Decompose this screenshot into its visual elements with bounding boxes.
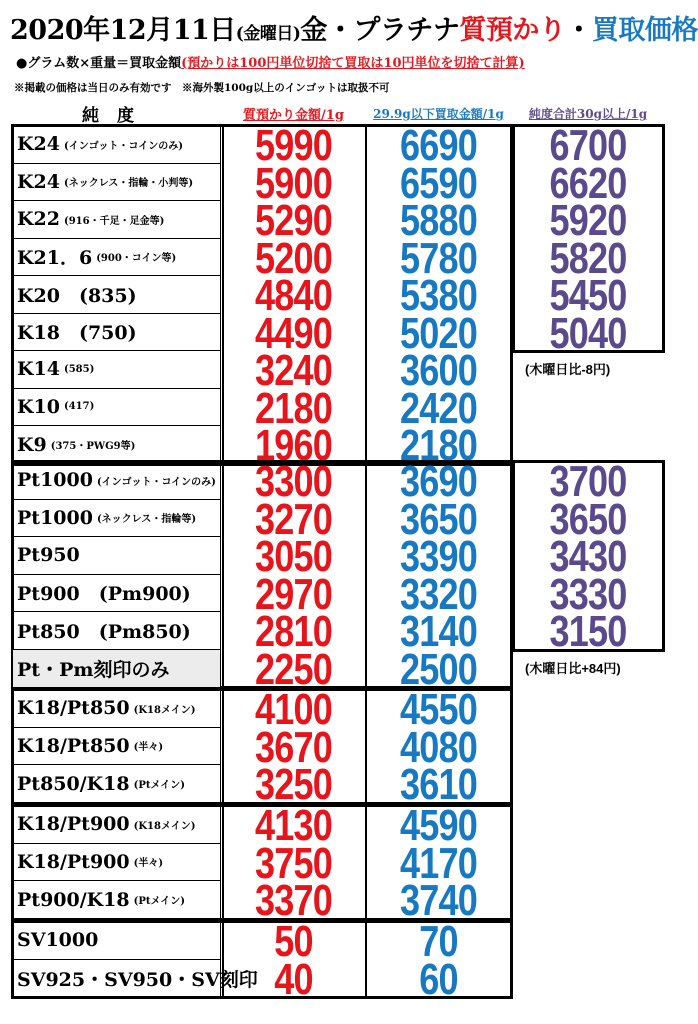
pawn-price: 4100 [254,685,332,734]
pawn-price: 2250 [254,644,332,694]
row-name [13,351,221,389]
pawn-price: 3240 [254,346,332,395]
buy-price: 4080 [399,722,477,772]
metal-name: K20 (835) [17,284,137,307]
title-pawn: 質預かり [459,15,566,46]
header-pawn-amount: 質預かり金額/1g [243,108,344,123]
pawn-price: 3270 [254,494,332,544]
pawn-price: 3250 [254,760,332,809]
metal-subtitle: (K18メイン) [133,704,196,716]
metal-name: Pt1000 [17,506,93,529]
metal-subtitle: (Ptメイン) [133,780,186,792]
buy-price: 2500 [399,644,477,694]
pawn-price: 5990 [254,121,332,170]
pt_rows-col-line [365,462,367,687]
pawn-price: 40 [274,954,313,1004]
buy-price: 5020 [399,308,477,358]
pawn-price: 4130 [254,801,332,850]
row-name [13,164,221,202]
metal-name: SV1000 [17,929,99,952]
buy-price: 3390 [399,532,477,581]
buy-price: 3610 [399,760,477,809]
row-name [13,575,221,613]
validity-notes: ※掲載の価格は当日のみ有効です ※海外製100g以上のインゴットは取扱不可 [14,82,390,94]
total-price: 6700 [549,121,627,170]
rounding-note: (預かりは100円単位切捨て買取は10円単位を切捨て計算) [181,56,525,71]
pawn-price: 5200 [254,233,332,283]
metal-subtitle: (K18メイン) [133,820,196,832]
pawn-price: 5290 [254,196,332,245]
gold_rows-col-line [365,126,367,464]
metal-name: Pt・Pm刻印のみ [17,658,170,681]
buy-price: 5380 [399,271,477,320]
metal-name: SV925・SV950・SV刻印 [17,968,258,991]
title-buy: 買取価格 [591,15,698,46]
row-name [13,314,221,352]
buy-price: 4590 [399,801,477,850]
metal-name: K18 (750) [17,322,137,345]
buy-price: 5880 [399,196,477,245]
buy-price: 70 [419,917,458,966]
pawn-price: 3370 [254,876,332,925]
combo900_rows-col-line [365,806,367,919]
metal-subtitle: (916・千足・足金等) [63,215,165,227]
metal-name: K24 [17,170,60,193]
buy-price: 2420 [399,383,477,433]
metal-name: K22 [17,208,60,231]
metal-subtitle: (ネックレス・指輪・小判等) [63,178,194,190]
metal-subtitle: (417) [63,401,95,413]
pawn-price: 3670 [254,722,332,772]
metal-name: K14 [17,358,60,381]
row-name [13,426,221,464]
buy-price: 3140 [399,607,477,656]
pawn-price: 50 [274,917,313,966]
combo850_rows-col-line [222,690,224,803]
pawn-price: 2970 [254,569,332,619]
total-price: 3650 [549,494,627,544]
row-name [13,765,221,803]
title-weekday: (金曜日) [235,24,301,44]
title-date: 2020年12月11日 [10,15,236,46]
title-dot: ・ [565,15,592,46]
pawn-price: 4840 [254,271,332,320]
row-name [13,462,221,500]
combo900_rows-col-line [222,806,224,919]
buy-price: 60 [419,954,458,1004]
metal-name: K21．6 [17,247,93,270]
metal-subtitle: (900・コイン等) [96,253,177,265]
pawn-price: 3300 [254,457,332,506]
row-name [13,922,221,960]
metal-name: K24 [17,133,60,156]
metal-name: K18/Pt900 [17,850,130,873]
row-name [13,500,221,538]
formula-text: ●グラム数×重量＝買取金額 [16,56,182,71]
row-name [13,881,221,919]
metal-name: K18/Pt850 [17,697,130,720]
pawn-price: 4490 [254,308,332,358]
pawn-price: 3050 [254,532,332,581]
metal-subtitle: (585) [63,363,95,375]
gold_rows-col-line [222,126,224,464]
silver_rows-col-line [365,922,367,997]
total-price: 6620 [549,158,627,208]
buy-price: 4170 [399,838,477,888]
pawn-price: 3750 [254,838,332,888]
total-price: 5920 [549,196,627,245]
buy-price: 3320 [399,569,477,619]
formula-line [16,52,525,71]
buy-price: 5780 [399,233,477,283]
total-price: 5820 [549,233,627,283]
metal-subtitle: (半々) [133,742,164,754]
pt_rows-col-line [222,462,224,687]
metal-name: Pt850/K18 [17,772,130,795]
day-comparison: (木曜日比-8円) [525,362,611,377]
metal-name: Pt850 (Pm850) [17,620,191,643]
metal-subtitle: (ネックレス・指輪等) [96,514,197,526]
row-name [13,537,221,575]
buy-price: 3740 [399,876,477,925]
row-name [13,690,221,728]
header-total-amount: 純度合計30g以上/1g [528,107,648,121]
combo850_rows-col-line [365,690,367,803]
metal-subtitle: (375・PWG9等) [50,441,136,453]
row-name [13,960,258,998]
metal-subtitle: (インゴット・コインのみ) [63,140,183,152]
row-name [13,389,221,427]
total-price: 5450 [549,271,627,320]
row-name [13,126,221,164]
page-title [10,8,698,47]
total-price: 3150 [549,607,627,656]
day-comparison: (木曜日比+84円) [525,660,621,676]
row-name [13,844,221,882]
row-name [13,728,221,766]
metal-subtitle: (半々) [133,858,164,870]
buy-price: 3650 [399,494,477,544]
buy-price: 3600 [399,346,477,395]
metal-subtitle: (Ptメイン) [133,896,186,908]
pawn-price: 2180 [254,383,332,433]
pawn-price: 5900 [254,158,332,208]
pawn-price: 1960 [254,421,332,470]
metal-name: Pt900/K18 [17,888,130,911]
buy-price: 2180 [399,421,477,470]
metal-name: K18/Pt900 [17,813,130,836]
row-name [13,650,221,688]
pawn-price: 2810 [254,607,332,656]
metal-name: K9 [17,433,47,456]
buy-price: 4550 [399,685,477,734]
total-price: 3700 [549,457,627,506]
total-price: 3430 [549,532,627,581]
header-purity: 純度 [82,106,152,126]
row-name [13,201,221,239]
metal-name: Pt950 [17,544,80,567]
row-name [13,276,221,314]
metal-subtitle: (インゴット・コインのみ) [96,476,216,488]
buy-price: 6590 [399,158,477,208]
metal-name: Pt900 (Pm900) [17,583,191,606]
row-name [13,239,221,277]
header-buy-amount: 29.9g以下買取金額/1g [373,107,504,121]
title-metals: 金・プラチナ [300,15,460,46]
buy-price: 6690 [399,121,477,170]
total-price: 3330 [549,569,627,619]
buy-price: 3690 [399,457,477,506]
metal-name: K10 [17,395,60,418]
metal-name: Pt1000 [17,469,93,492]
row-name [13,806,221,844]
row-name [13,612,221,650]
total-price: 5040 [549,308,627,358]
metal-name: K18/Pt850 [17,734,130,757]
